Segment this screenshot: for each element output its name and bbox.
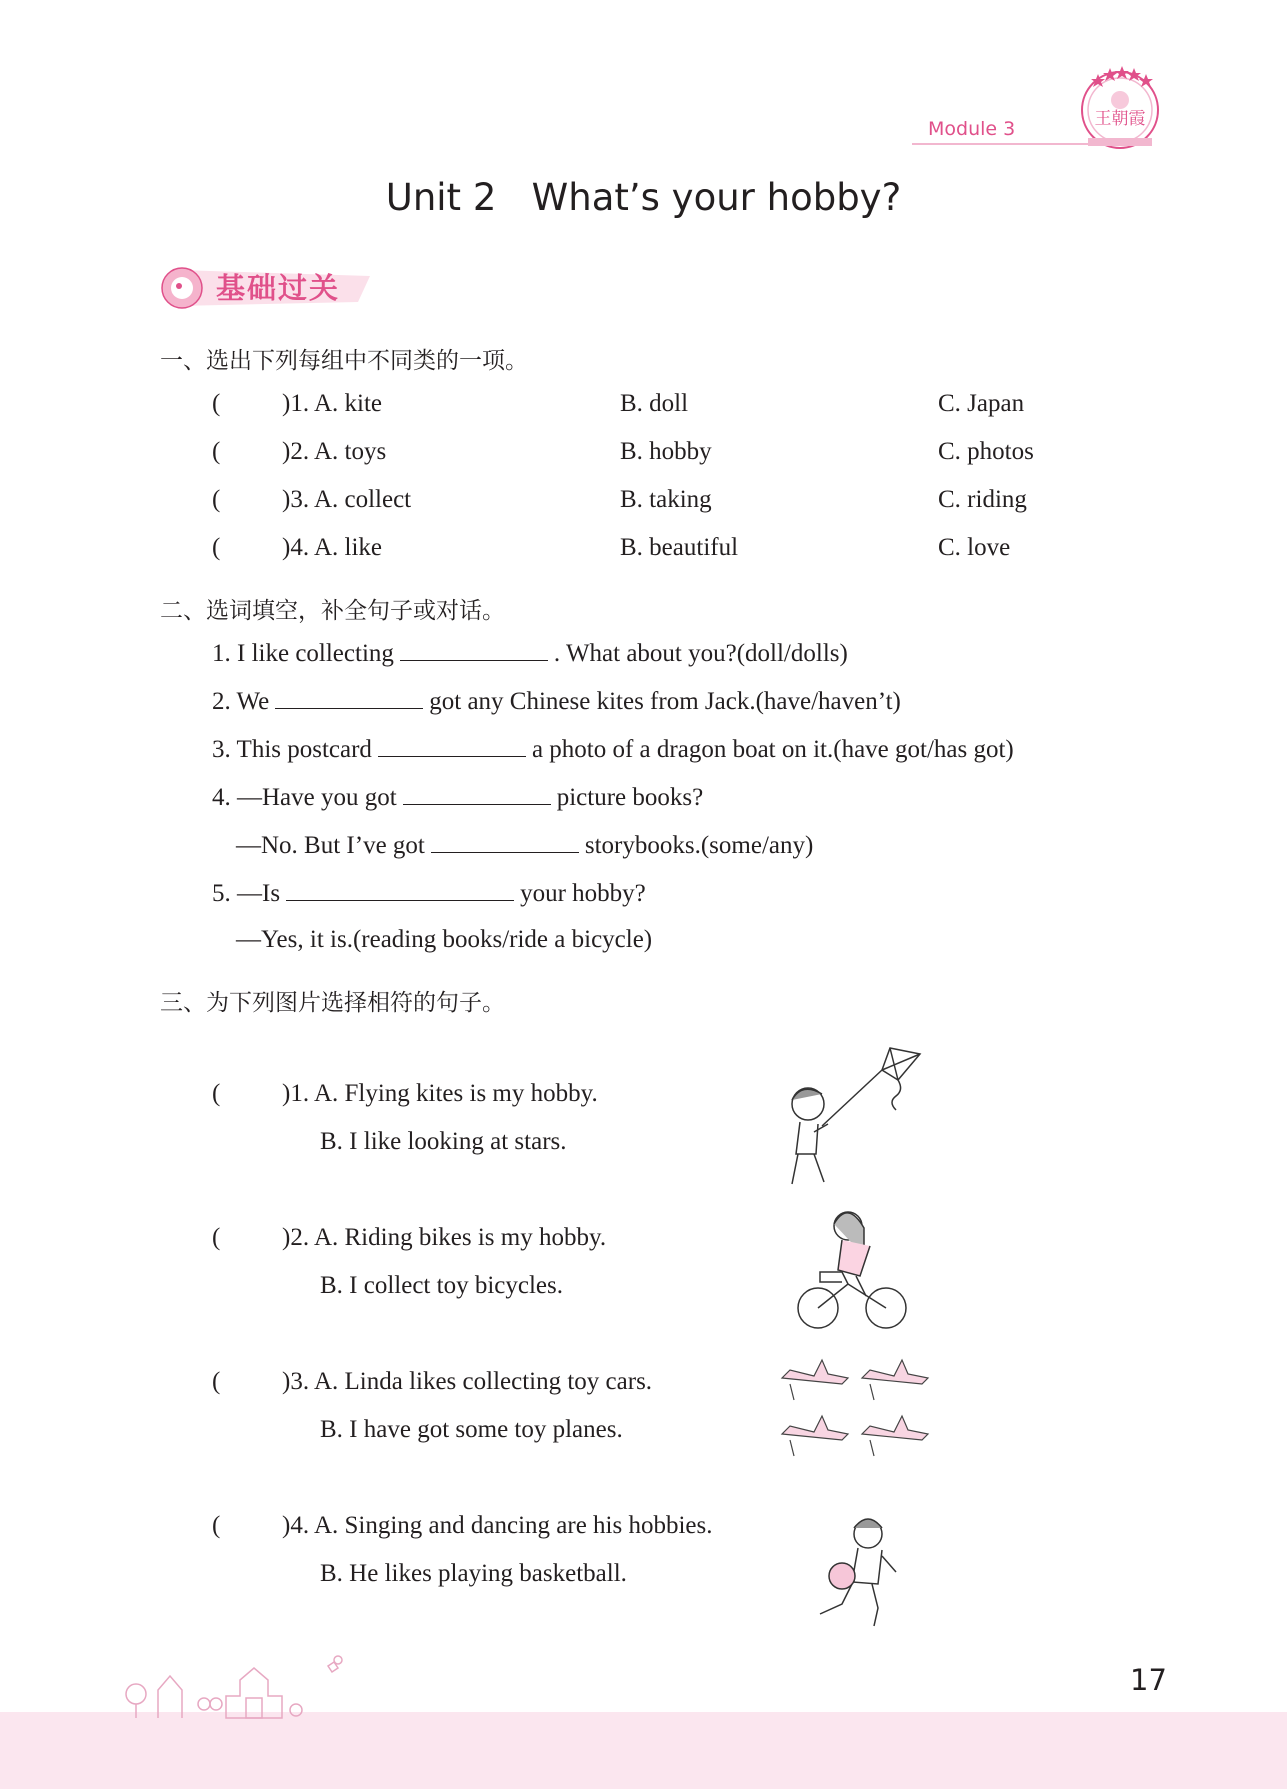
s3-item2-a: )2. A. Riding bikes is my hobby.	[282, 1224, 607, 1251]
svg-text:王朝霞: 王朝霞	[1094, 109, 1146, 129]
s2-sentence-5a: 5. —Is your hobby?	[212, 880, 646, 907]
s1-item2-b: B. hobby	[620, 438, 712, 465]
page-title: Unit 2 What’s your hobby?	[385, 176, 902, 219]
s1-item3-b: B. taking	[620, 486, 712, 513]
answer-blank[interactable]	[275, 686, 423, 709]
s1-item1-b: B. doll	[620, 390, 689, 417]
s3-item3-b: B. I have got some toy planes.	[320, 1416, 623, 1443]
section3-heading: 三、为下列图片选择相符的句子。	[160, 990, 505, 1016]
s3-item4-b: B. He likes playing basketball.	[320, 1560, 627, 1587]
answer-blank[interactable]	[286, 878, 514, 901]
answer-blank[interactable]	[431, 830, 579, 853]
s1-item1-a: )1. A. kite	[282, 390, 382, 417]
answer-paren: (	[212, 1080, 221, 1107]
s1-item4-b: B. beautiful	[620, 534, 739, 561]
answer-blank[interactable]	[403, 782, 551, 805]
s1-item3-a: )3. A. collect	[282, 486, 412, 513]
answer-paren: (	[212, 438, 221, 465]
girl-riding-bike-icon	[790, 1206, 914, 1334]
answer-blank[interactable]	[378, 734, 526, 757]
s1-item1-c: C. Japan	[938, 390, 1025, 417]
s3-item3-a: )3. A. Linda likes collecting toy cars.	[282, 1368, 653, 1395]
s1-item3-c: C. riding	[938, 486, 1027, 513]
s3-item2-b: B. I collect toy bicycles.	[320, 1272, 563, 1299]
boy-flying-kite-icon	[778, 1040, 926, 1190]
answer-paren: (	[212, 534, 221, 561]
s1-item4-c: C. love	[938, 534, 1011, 561]
answer-blank[interactable]	[400, 638, 548, 661]
s3-item1-a: )1. A. Flying kites is my hobby.	[282, 1080, 598, 1107]
s1-item2-a: )2. A. toys	[282, 438, 387, 465]
s3-item4-a: )4. A. Singing and dancing are his hobbies.	[282, 1512, 713, 1539]
answer-paren: (	[212, 1512, 221, 1539]
answer-paren: (	[212, 486, 221, 513]
s2-sentence-2: 2. We got any Chinese kites from Jack.(have/haven’t)	[212, 688, 901, 715]
s3-item1-b: B. I like looking at stars.	[320, 1128, 567, 1155]
boy-playing-basketball-icon	[808, 1516, 904, 1632]
section1-heading: 一、选出下列每组中不同类的一项。	[160, 348, 528, 374]
section2-heading: 二、选词填空，补全句子或对话。	[160, 598, 505, 624]
module-label: Module 3	[928, 118, 1016, 140]
publisher-logo-icon	[1072, 64, 1168, 156]
s2-sentence-4a: 4. —Have you got picture books?	[212, 784, 704, 811]
s2-sentence-4b: —No. But I’ve got storybooks.(some/any)	[236, 832, 814, 859]
footer-town-decoration-icon	[118, 1640, 438, 1720]
toy-planes-icon	[776, 1356, 936, 1468]
section-banner-label: 基础过关	[216, 271, 341, 305]
s1-item4-a: )4. A. like	[282, 534, 382, 561]
answer-paren: (	[212, 1224, 221, 1251]
answer-paren: (	[212, 390, 221, 417]
s2-sentence-3: 3. This postcard a photo of a dragon boat on it.(have got/has got)	[212, 736, 1014, 763]
page-number: 17	[1130, 1663, 1167, 1697]
answer-paren: (	[212, 1368, 221, 1395]
footer-band	[0, 1712, 1287, 1789]
s2-sentence-1: 1. I like collecting . What about you?(doll/dolls)	[212, 640, 848, 667]
s1-item2-c: C. photos	[938, 438, 1034, 465]
s2-sentence-5b: —Yes, it is.(reading books/ride a bicycle)	[236, 926, 653, 953]
